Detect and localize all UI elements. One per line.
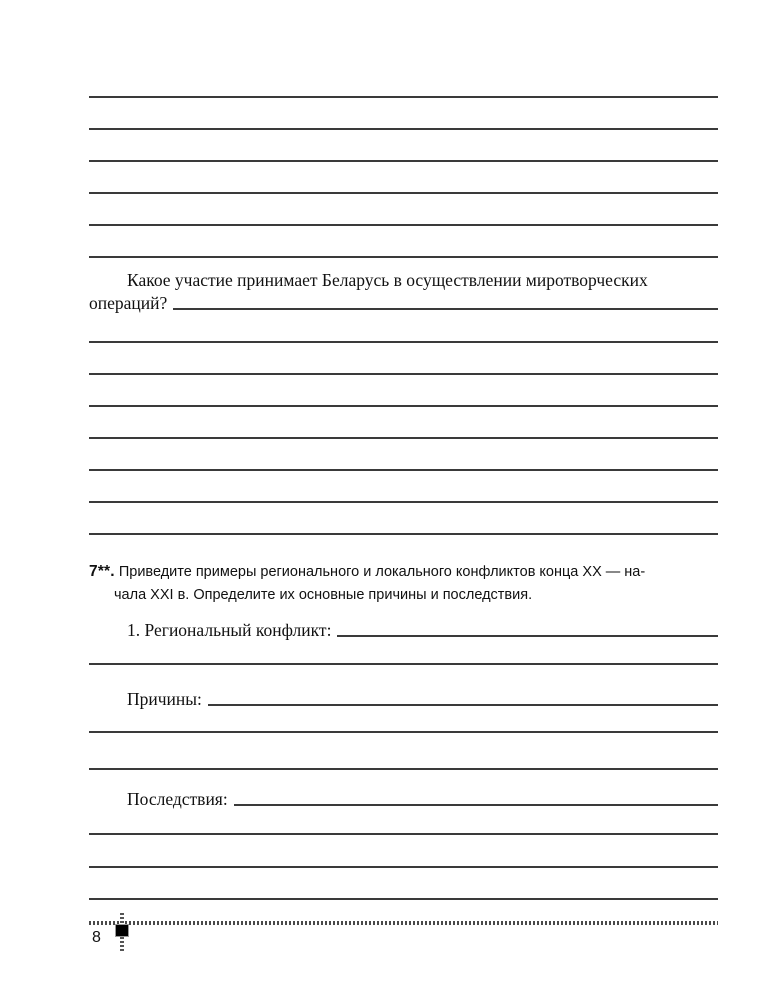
subitem-causes-label: Причины: bbox=[127, 689, 202, 709]
writing-line[interactable] bbox=[89, 192, 718, 194]
answer-line[interactable] bbox=[89, 663, 718, 665]
question-6-prompt-line2-row bbox=[89, 293, 718, 313]
writing-line[interactable] bbox=[89, 833, 718, 835]
writing-line[interactable] bbox=[89, 160, 718, 162]
writing-line[interactable] bbox=[89, 96, 718, 98]
answer-line[interactable] bbox=[89, 731, 718, 733]
subitem-causes-row bbox=[89, 689, 718, 709]
writing-line[interactable] bbox=[89, 533, 718, 535]
writing-line[interactable] bbox=[89, 128, 718, 130]
writing-line[interactable] bbox=[89, 256, 718, 258]
question-6-prompt-line2-text: операций? bbox=[89, 293, 168, 313]
writing-line[interactable] bbox=[89, 501, 718, 503]
writing-line[interactable] bbox=[89, 341, 718, 343]
writing-line[interactable] bbox=[89, 898, 718, 900]
ornament-square bbox=[115, 924, 129, 937]
subitem-consequences-row bbox=[89, 789, 718, 809]
question-7-number: 7**. bbox=[89, 563, 115, 580]
square-ornament-icon bbox=[115, 913, 129, 953]
writing-line[interactable] bbox=[89, 469, 718, 471]
question-7-line2: чала XXI в. Определите их основные причины и последствия. bbox=[114, 586, 533, 603]
answer-line[interactable] bbox=[234, 804, 718, 806]
writing-line[interactable] bbox=[89, 437, 718, 439]
question-6-prompt-line1-text: Какое участие принимает Беларусь в осуществлении миротворческих bbox=[127, 270, 648, 290]
subitem-regional-conflict-label: 1. Региональный конфликт: bbox=[127, 620, 332, 640]
question-7-line1-text: Приведите примеры регионального и локального конфликтов конца XX — на- bbox=[118, 564, 646, 580]
page-number: 8 bbox=[92, 929, 101, 946]
answer-line[interactable] bbox=[89, 768, 718, 770]
writing-line[interactable] bbox=[89, 224, 718, 226]
writing-line[interactable] bbox=[89, 866, 718, 868]
writing-line[interactable] bbox=[89, 373, 718, 375]
subitem-regional-conflict-row bbox=[89, 620, 718, 640]
writing-line[interactable] bbox=[89, 405, 718, 407]
question-7-block bbox=[89, 561, 721, 606]
question-7-line1 bbox=[89, 561, 721, 584]
answer-line[interactable] bbox=[173, 308, 718, 310]
subitem-consequences-label: Последствия: bbox=[127, 789, 228, 809]
answer-line[interactable] bbox=[337, 635, 718, 637]
answer-line[interactable] bbox=[208, 704, 718, 706]
footer-decorative-rule bbox=[89, 919, 718, 926]
